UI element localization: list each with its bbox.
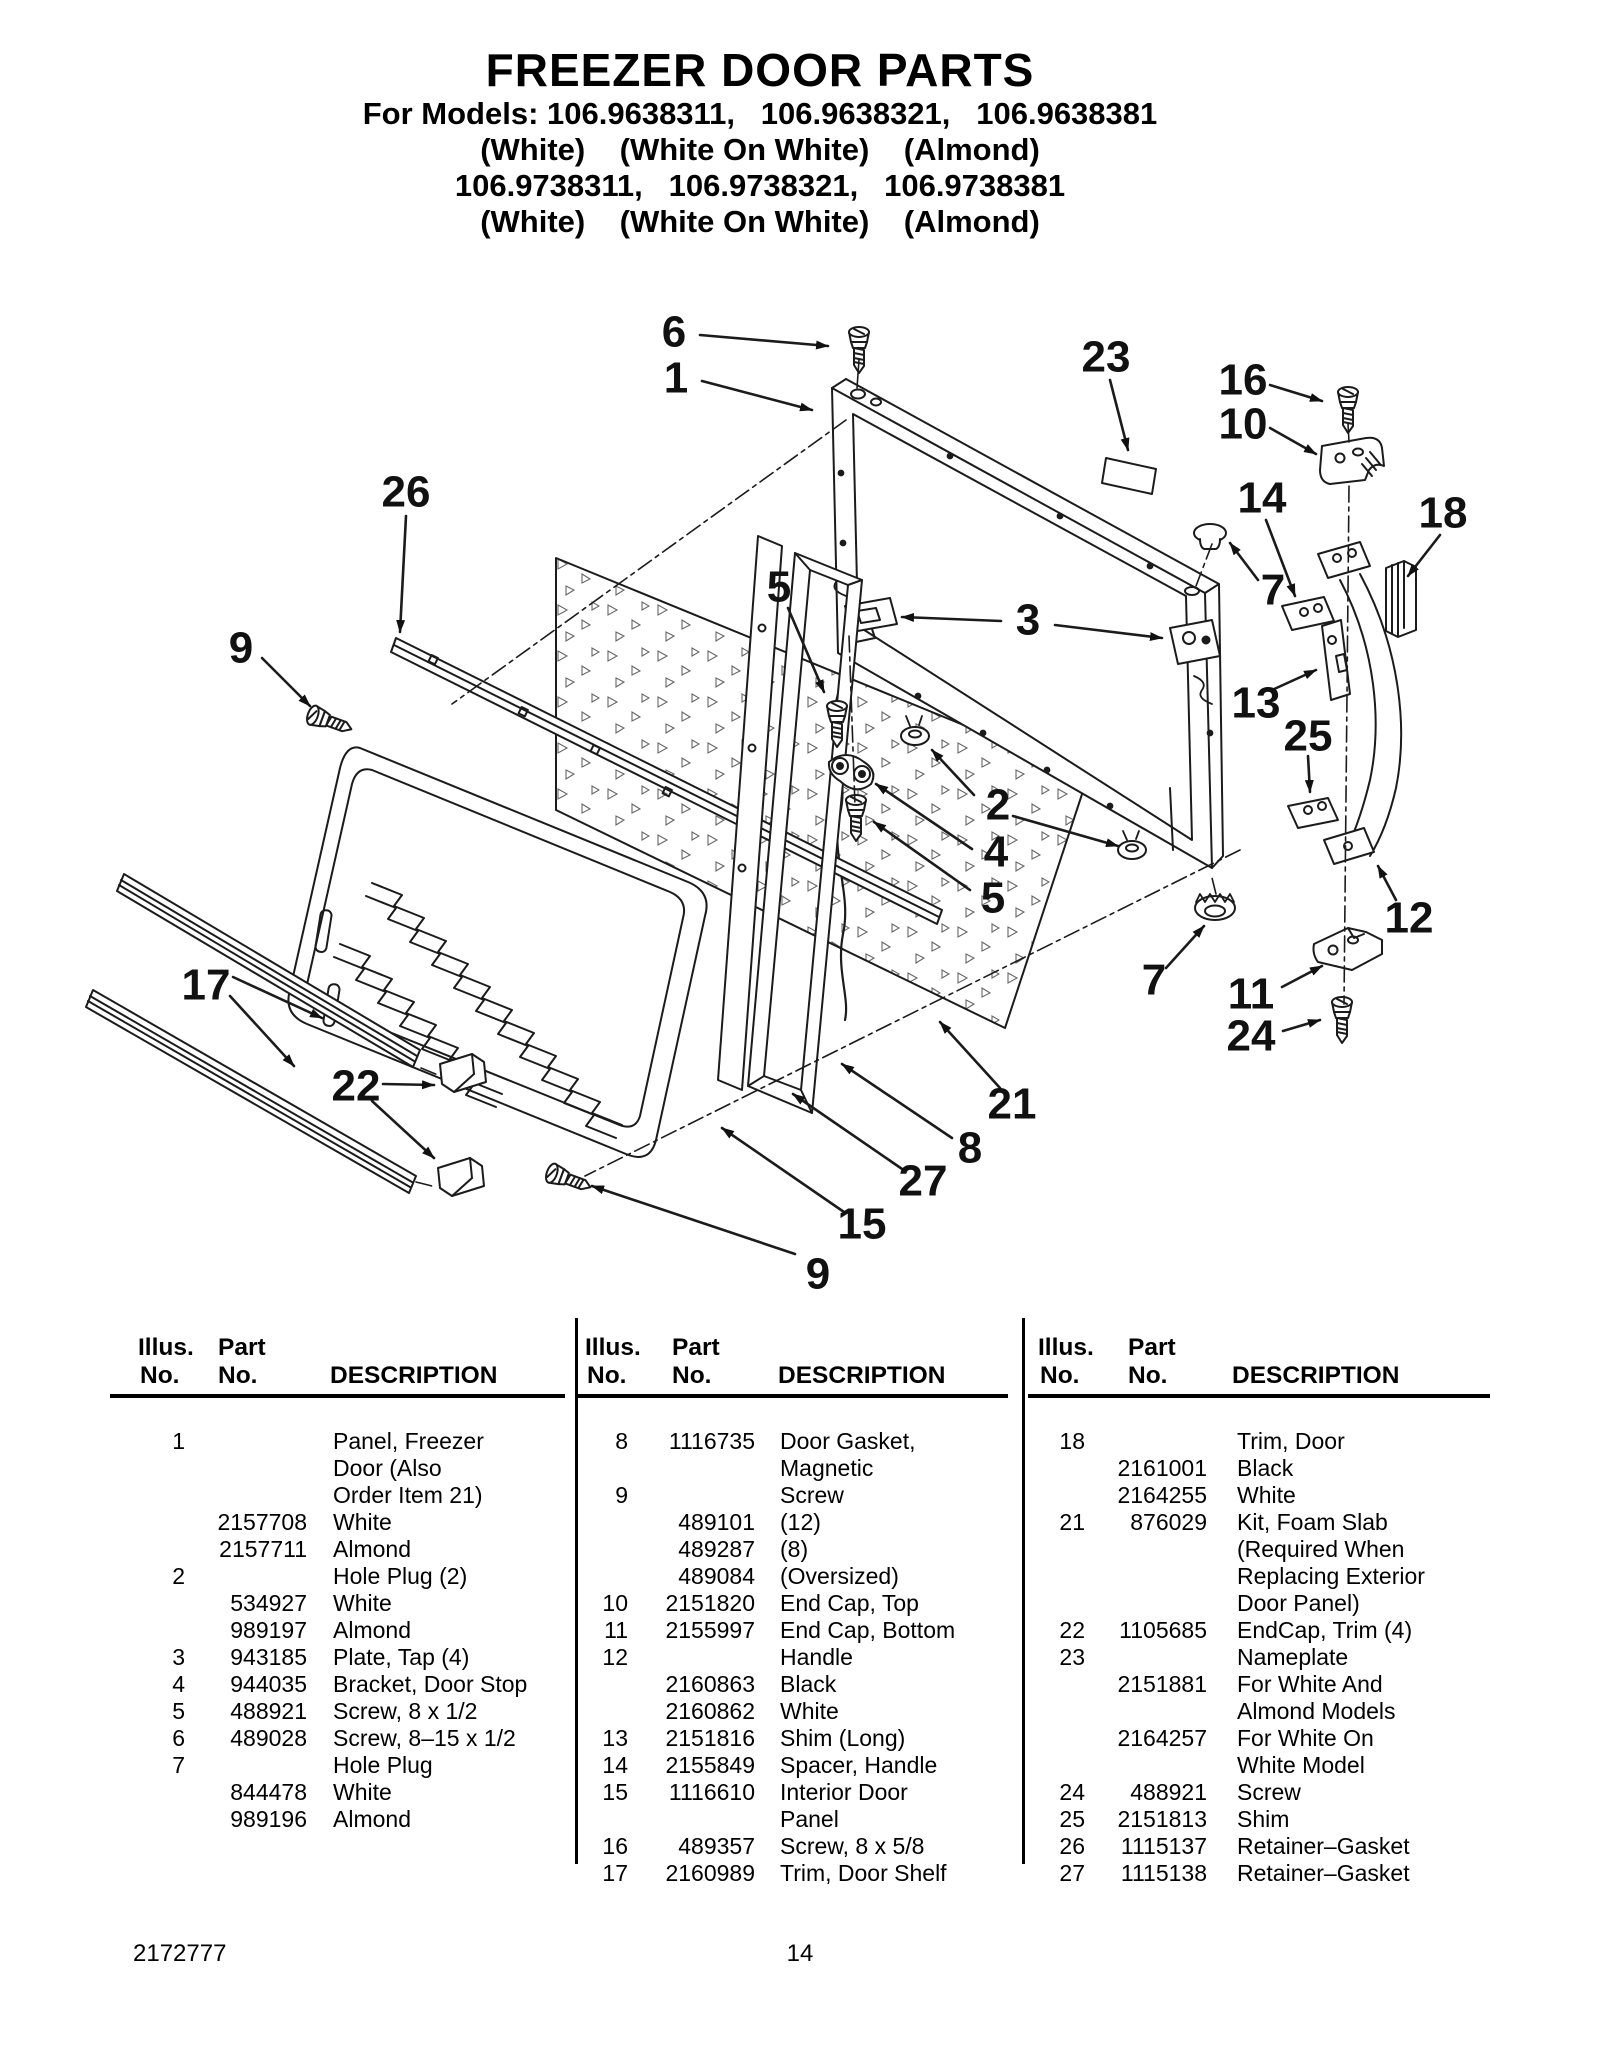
table-row [578, 1779, 1008, 1806]
part-no-cell [628, 1806, 755, 1833]
callout-27: 27 [898, 1156, 948, 1206]
part-no-cell: 989196 [230, 1806, 307, 1832]
illus-no-cell [110, 1617, 185, 1644]
part-no-cell [185, 1428, 307, 1455]
description-cell: White [333, 1590, 392, 1616]
shim-long-drawing [1322, 620, 1350, 700]
callout-6: 6 [661, 307, 687, 357]
callout-24: 24 [1226, 1011, 1276, 1061]
illus-no-cell [578, 1509, 628, 1536]
callout-7-top: 7 [1260, 565, 1286, 615]
page-title: FREEZER DOOR PARTS [485, 44, 1035, 96]
table-row [1028, 1671, 1490, 1698]
table-row [1028, 1590, 1490, 1617]
description-cell: White [780, 1698, 839, 1724]
trim-end-cap-b-drawing [438, 1158, 484, 1196]
screw-24-drawing [1332, 997, 1352, 1043]
description-cell: Kit, Foam Slab [1237, 1509, 1388, 1535]
col-no-label: No. [587, 1362, 627, 1389]
description-cell: Retainer–Gasket [1237, 1833, 1410, 1859]
illus-no-cell: 10 [602, 1590, 628, 1616]
illus-no-cell: 5 [172, 1698, 185, 1724]
callout-18: 18 [1418, 488, 1468, 538]
part-no-cell [1085, 1563, 1207, 1590]
table-row [110, 1671, 565, 1698]
table-row [1028, 1752, 1490, 1779]
description-cell: Panel [780, 1806, 839, 1832]
illus-no-cell: 22 [1059, 1617, 1085, 1643]
description-cell: Almond [333, 1617, 411, 1643]
table-row [578, 1725, 1008, 1752]
description-cell: For White On [1237, 1725, 1374, 1751]
colors-line-1: (White) (White On White) (Almond) [480, 132, 1040, 167]
page-number: 14 [786, 1940, 814, 1967]
part-no-cell: 876029 [1130, 1509, 1207, 1535]
description-cell: Shim [1237, 1806, 1290, 1832]
col-part-label: Part [1128, 1334, 1176, 1361]
callout-17: 17 [181, 960, 231, 1010]
part-no-cell: 488921 [230, 1698, 307, 1724]
screw-9-bottom-drawing [544, 1162, 594, 1197]
illus-no-cell [578, 1536, 628, 1563]
part-no-cell: 2155997 [665, 1617, 755, 1643]
callout-7-bottom: 7 [1141, 955, 1167, 1005]
screw-9-left-drawing [305, 704, 355, 739]
illus-no-cell [1028, 1536, 1085, 1563]
description-cell: (12) [780, 1509, 821, 1535]
exploded-parts-diagram [0, 228, 1600, 1310]
part-no-cell: 489287 [678, 1536, 755, 1562]
table-row [1028, 1806, 1490, 1833]
table-row [1028, 1644, 1490, 1671]
callout-15: 15 [837, 1199, 887, 1249]
table-row [110, 1806, 565, 1833]
illus-no-cell [1028, 1590, 1085, 1617]
col-part-label: Part [672, 1334, 720, 1361]
callout-21: 21 [987, 1079, 1037, 1129]
col-part-label: Part [218, 1334, 266, 1361]
part-no-cell: 2151816 [665, 1725, 755, 1751]
table-row [110, 1644, 565, 1671]
part-no-cell: 2161001 [1117, 1455, 1207, 1481]
description-cell: White [1237, 1482, 1296, 1508]
description-cell: Shim (Long) [780, 1725, 906, 1751]
col-illus-label: Illus. [1038, 1334, 1094, 1361]
parts-table-1 [110, 1312, 565, 1833]
part-no-cell: 489028 [230, 1725, 307, 1751]
table-divider-2 [1022, 1318, 1025, 1864]
illus-no-cell: 1 [172, 1428, 185, 1454]
part-no-cell: 989197 [230, 1617, 307, 1643]
part-no-cell: 1116735 [668, 1428, 755, 1454]
parts-table-3 [1028, 1312, 1490, 1887]
header-rule [578, 1394, 1008, 1398]
col-desc-label: DESCRIPTION [778, 1362, 946, 1389]
col-no-label: No. [1128, 1362, 1168, 1389]
description-cell: Trim, Door [1237, 1428, 1345, 1454]
part-no-cell [628, 1455, 755, 1482]
table-row [1028, 1860, 1490, 1887]
table-row [1028, 1536, 1490, 1563]
description-cell: For White And [1237, 1671, 1383, 1697]
col-illus-label: Illus. [138, 1334, 194, 1361]
description-cell: Door Gasket, [780, 1428, 916, 1454]
table-row [578, 1698, 1008, 1725]
part-no-cell: 1105685 [1119, 1617, 1207, 1643]
callout-16: 16 [1218, 355, 1268, 405]
table-row [110, 1698, 565, 1725]
part-no-cell: 2151813 [1117, 1806, 1207, 1832]
part-no-cell: 2160863 [665, 1671, 755, 1697]
part-no-cell [1085, 1536, 1207, 1563]
part-no-cell: 2164257 [1117, 1725, 1207, 1751]
hole-plug-2b-drawing [1118, 831, 1146, 859]
table-row [110, 1428, 565, 1455]
tap-plate-right-drawing [1170, 620, 1220, 664]
description-cell: Black [780, 1671, 837, 1697]
illus-no-cell: 13 [602, 1725, 628, 1751]
part-no-cell: 489084 [678, 1563, 755, 1589]
part-no-cell: 2157711 [219, 1536, 307, 1562]
description-cell: EndCap, Trim (4) [1237, 1617, 1413, 1643]
description-cell: White Model [1237, 1752, 1365, 1778]
illus-no-cell: 3 [172, 1644, 185, 1670]
table-row [1028, 1482, 1490, 1509]
callout-22: 22 [331, 1061, 381, 1111]
part-no-cell: 1115137 [1120, 1833, 1207, 1859]
illus-no-cell: 23 [1059, 1644, 1085, 1670]
illus-no-cell: 14 [602, 1752, 628, 1778]
part-no-cell [1085, 1644, 1207, 1671]
description-cell: Door (Also [333, 1455, 442, 1481]
illus-no-cell [1028, 1752, 1085, 1779]
illus-no-cell [110, 1779, 185, 1806]
illus-no-cell [578, 1698, 628, 1725]
part-no-cell: 2160862 [665, 1698, 755, 1724]
illus-no-cell: 12 [602, 1644, 628, 1670]
callout-14: 14 [1237, 473, 1287, 523]
part-no-cell: 2157708 [217, 1509, 307, 1535]
description-cell: Screw, 8 x 5/8 [780, 1833, 925, 1859]
models-line-2: 106.9738311, 106.9738321, 106.9738381 [454, 168, 1066, 203]
end-cap-top-drawing [1320, 438, 1384, 484]
end-cap-bottom-drawing [1314, 928, 1383, 970]
description-cell: Door Panel) [1237, 1590, 1360, 1616]
table-1-header [110, 1312, 565, 1394]
description-cell: Black [1237, 1455, 1294, 1481]
table-row [578, 1428, 1008, 1455]
col-no-label: No. [140, 1362, 180, 1389]
table-row [1028, 1833, 1490, 1860]
description-cell: Bracket, Door Stop [333, 1671, 528, 1697]
table-row [578, 1860, 1008, 1887]
part-no-cell [628, 1482, 755, 1509]
description-cell: Screw [780, 1482, 844, 1508]
col-desc-label: DESCRIPTION [330, 1362, 498, 1389]
col-illus-label: Illus. [585, 1334, 641, 1361]
shim-drawing [1288, 798, 1338, 828]
description-cell: End Cap, Bottom [780, 1617, 956, 1643]
illus-no-cell: 6 [172, 1725, 185, 1751]
table-row [1028, 1428, 1490, 1455]
table-row [110, 1455, 565, 1482]
illus-no-cell: 7 [172, 1752, 185, 1778]
table-row [578, 1536, 1008, 1563]
part-no-cell: 489357 [678, 1833, 755, 1859]
illus-no-cell: 4 [172, 1671, 185, 1697]
nameplate-drawing [1102, 458, 1156, 494]
description-cell: Hole Plug (2) [333, 1563, 468, 1589]
part-no-cell [185, 1455, 307, 1482]
part-no-cell [1085, 1752, 1207, 1779]
callout-10: 10 [1218, 399, 1268, 449]
description-cell: Screw, 8–15 x 1/2 [333, 1725, 516, 1751]
header-rule [1028, 1394, 1490, 1398]
description-cell: Almond [333, 1536, 411, 1562]
illus-no-cell: 11 [604, 1617, 628, 1643]
illus-no-cell: 2 [172, 1563, 185, 1589]
callout-13: 13 [1231, 678, 1281, 728]
description-cell: (8) [780, 1536, 809, 1562]
illus-no-cell [110, 1806, 185, 1833]
illus-no-cell [578, 1671, 628, 1698]
callout-11: 11 [1227, 969, 1275, 1019]
table-row [110, 1779, 565, 1806]
description-cell: Nameplate [1237, 1644, 1349, 1670]
colors-line-2: (White) (White On White) (Almond) [480, 204, 1040, 239]
part-no-cell [1085, 1698, 1207, 1725]
table-2-header [578, 1312, 1008, 1394]
illus-no-cell [1028, 1482, 1085, 1509]
part-no-cell: 943185 [230, 1644, 307, 1670]
illus-no-cell [578, 1563, 628, 1590]
illus-no-cell: 17 [602, 1860, 628, 1886]
parts-table-2 [578, 1312, 1008, 1887]
illus-no-cell [1028, 1563, 1085, 1590]
illus-no-cell: 27 [1059, 1860, 1085, 1886]
description-cell: Screw [1237, 1779, 1301, 1805]
callout-12: 12 [1384, 893, 1434, 943]
table-row [578, 1833, 1008, 1860]
description-cell: Panel, Freezer [333, 1428, 484, 1454]
illus-no-cell [1028, 1671, 1085, 1698]
part-no-cell: 944035 [230, 1671, 307, 1697]
illus-no-cell: 25 [1059, 1806, 1085, 1832]
part-no-cell [185, 1482, 307, 1509]
description-cell: Order Item 21) [333, 1482, 483, 1508]
part-no-cell: 534927 [230, 1590, 307, 1616]
part-no-cell [185, 1563, 307, 1590]
document-number: 2172777 [133, 1940, 227, 1967]
table-row [578, 1590, 1008, 1617]
part-no-cell [185, 1752, 307, 1779]
part-no-cell: 2155849 [665, 1752, 755, 1778]
part-no-cell: 2151881 [1117, 1671, 1207, 1697]
illus-no-cell [1028, 1725, 1085, 1752]
col-no-label: No. [672, 1362, 712, 1389]
table-row [110, 1590, 565, 1617]
table-row [1028, 1725, 1490, 1752]
callout-2: 2 [985, 780, 1011, 830]
header-rule [110, 1394, 565, 1398]
table-row [578, 1617, 1008, 1644]
table-row [578, 1752, 1008, 1779]
illus-no-cell [578, 1806, 628, 1833]
table-row [578, 1509, 1008, 1536]
part-no-cell: 2160989 [665, 1860, 755, 1886]
description-cell: Interior Door [780, 1779, 908, 1805]
illus-no-cell [110, 1482, 185, 1509]
description-cell: Almond [333, 1806, 411, 1832]
table-row [110, 1752, 565, 1779]
callout-23: 23 [1081, 332, 1131, 382]
description-cell: (Oversized) [780, 1563, 899, 1589]
description-cell: End Cap, Top [780, 1590, 919, 1616]
table-row [578, 1563, 1008, 1590]
col-no-label: No. [218, 1362, 258, 1389]
table-row [578, 1455, 1008, 1482]
illus-no-cell: 21 [1059, 1509, 1085, 1535]
models-line-1: For Models: 106.9638311, 106.9638321, 106.9638381 [362, 96, 1158, 131]
callout-26: 26 [381, 467, 431, 517]
part-no-cell: 1116610 [668, 1779, 755, 1805]
table-row [1028, 1509, 1490, 1536]
table-3-rows [1028, 1428, 1490, 1887]
table-row [110, 1725, 565, 1752]
table-row [1028, 1455, 1490, 1482]
description-cell: White [333, 1779, 392, 1805]
illus-no-cell [1028, 1455, 1085, 1482]
description-cell: Trim, Door Shelf [780, 1860, 947, 1886]
header [280, 44, 1240, 240]
callout-3: 3 [1015, 595, 1041, 645]
illus-no-cell [110, 1455, 185, 1482]
part-no-cell [1085, 1428, 1207, 1455]
table-3-header [1028, 1312, 1490, 1394]
description-cell: Screw, 8 x 1/2 [333, 1698, 478, 1724]
part-no-cell [628, 1644, 755, 1671]
hole-plug-7-bottom-drawing [1195, 894, 1235, 920]
callout-9-left: 9 [228, 623, 254, 673]
col-no-label: No. [1040, 1362, 1080, 1389]
table-row [1028, 1779, 1490, 1806]
table-row [1028, 1563, 1490, 1590]
table-row [110, 1617, 565, 1644]
illus-no-cell [578, 1455, 628, 1482]
table-1-rows [110, 1428, 565, 1833]
illus-no-cell [110, 1536, 185, 1563]
col-desc-label: DESCRIPTION [1232, 1362, 1400, 1389]
illus-no-cell [110, 1509, 185, 1536]
part-no-cell: 844478 [230, 1779, 307, 1805]
part-no-cell: 2151820 [665, 1590, 755, 1616]
callout-25: 25 [1283, 711, 1333, 761]
callout-5-center: 5 [766, 562, 792, 612]
illus-no-cell: 16 [602, 1833, 628, 1859]
illus-no-cell: 9 [615, 1482, 628, 1508]
illus-no-cell: 15 [602, 1779, 628, 1805]
illus-no-cell: 18 [1059, 1428, 1085, 1454]
part-no-cell: 488921 [1130, 1779, 1207, 1805]
illus-no-cell [110, 1590, 185, 1617]
table-row [578, 1806, 1008, 1833]
callout-5-right: 5 [980, 873, 1006, 923]
description-cell: (Required When [1237, 1536, 1405, 1562]
table-2-rows [578, 1428, 1008, 1887]
part-no-cell: 1115138 [1120, 1860, 1207, 1886]
description-cell: Handle [780, 1644, 853, 1670]
illus-no-cell: 24 [1059, 1779, 1085, 1805]
callout-8: 8 [957, 1123, 983, 1173]
description-cell: Hole Plug [333, 1752, 433, 1778]
callout-1: 1 [663, 353, 689, 403]
illus-no-cell [1028, 1698, 1085, 1725]
table-row [110, 1536, 565, 1563]
table-row [578, 1482, 1008, 1509]
illus-no-cell: 26 [1059, 1833, 1085, 1859]
callout-4: 4 [983, 827, 1009, 877]
description-cell: White [333, 1509, 392, 1535]
table-row [110, 1563, 565, 1590]
table-row [578, 1671, 1008, 1698]
description-cell: Retainer–Gasket [1237, 1860, 1410, 1886]
description-cell: Plate, Tap (4) [333, 1644, 470, 1670]
description-cell: Replacing Exterior [1237, 1563, 1425, 1589]
table-row [110, 1509, 565, 1536]
part-no-cell: 2164255 [1117, 1482, 1207, 1508]
description-cell: Spacer, Handle [780, 1752, 938, 1778]
part-no-cell: 489101 [678, 1509, 755, 1535]
table-row [110, 1482, 565, 1509]
illus-no-cell: 8 [615, 1428, 628, 1454]
table-row [1028, 1698, 1490, 1725]
table-row [578, 1644, 1008, 1671]
part-no-cell [1085, 1590, 1207, 1617]
callout-9-bottom: 9 [805, 1249, 831, 1299]
description-cell: Magnetic [780, 1455, 874, 1481]
description-cell: Almond Models [1237, 1698, 1396, 1724]
table-row [1028, 1617, 1490, 1644]
